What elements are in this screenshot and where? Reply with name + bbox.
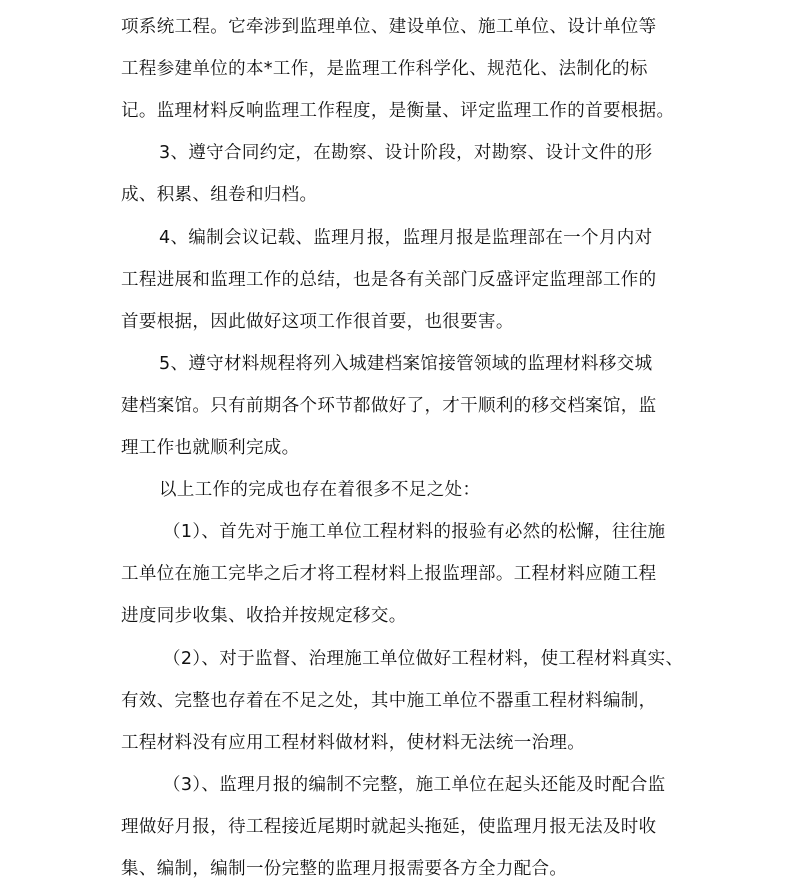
text-line: 有效、完整也存着在不足之处，其中施工单位不器重工程材料编制，	[121, 691, 657, 711]
item-3-line: （3）、监理月报的编制不完整，施工单位在起头还能及时配合监	[163, 775, 666, 795]
paragraph-5-line: 5、遵守材料规程将列入城建档案馆接管领域的监理材料移交城	[159, 354, 653, 374]
text-line: 建档案馆。只有前期各个环节都做好了，才干顺利的移交档案馆，监	[121, 396, 657, 416]
text-line: 理做好月报，待工程接近尾期时就起头拖延，使监理月报无法及时收	[121, 817, 657, 837]
text-line: 成、积累、组卷和归档。	[121, 185, 318, 205]
text-line: 项系统工程。它牵涉到监理单位、建设单位、施工单位、设计单位等	[121, 17, 657, 37]
item-1-line: （1）、首先对于施工单位工程材料的报验有必然的松懈，往往施	[163, 522, 666, 542]
text-line: 工程参建单位的本*工作，是监理工作科学化、规范化、法制化的标	[121, 59, 648, 79]
paragraph-4-line: 4、编制会议记载、监理月报，监理月报是监理部在一个月内对	[159, 228, 653, 248]
text-line: 工程进展和监理工作的总结，也是各有关部门反盛评定监理部工作的	[121, 270, 657, 290]
text-line: 记。监理材料反响监理工作程度，是衡量、评定监理工作的首要根据。	[121, 101, 675, 121]
text-line: 集、编制，编制一份完整的监理月报需要各方全力配合。	[121, 859, 568, 879]
text-line: 工程材料没有应用工程材料做材料，使材料无法统一治理。	[121, 733, 586, 753]
item-2-line: （2）、对于监督、治理施工单位做好工程材料，使工程材料真实、	[163, 649, 684, 669]
text-line: 工单位在施工完毕之后才将工程材料上报监理部。工程材料应随工程	[121, 564, 657, 584]
text-line: 进度同步收集、收拾并按规定移交。	[121, 606, 407, 626]
summary-line: 以上工作的完成也存在着很多不足之处：	[159, 480, 481, 500]
text-line: 首要根据，因此做好这项工作很首要，也很要害。	[121, 312, 514, 332]
paragraph-3-line: 3、遵守合同约定，在勘察、设计阶段，对勘察、设计文件的形	[159, 143, 653, 163]
text-line: 理工作也就顺利完成。	[121, 438, 300, 458]
